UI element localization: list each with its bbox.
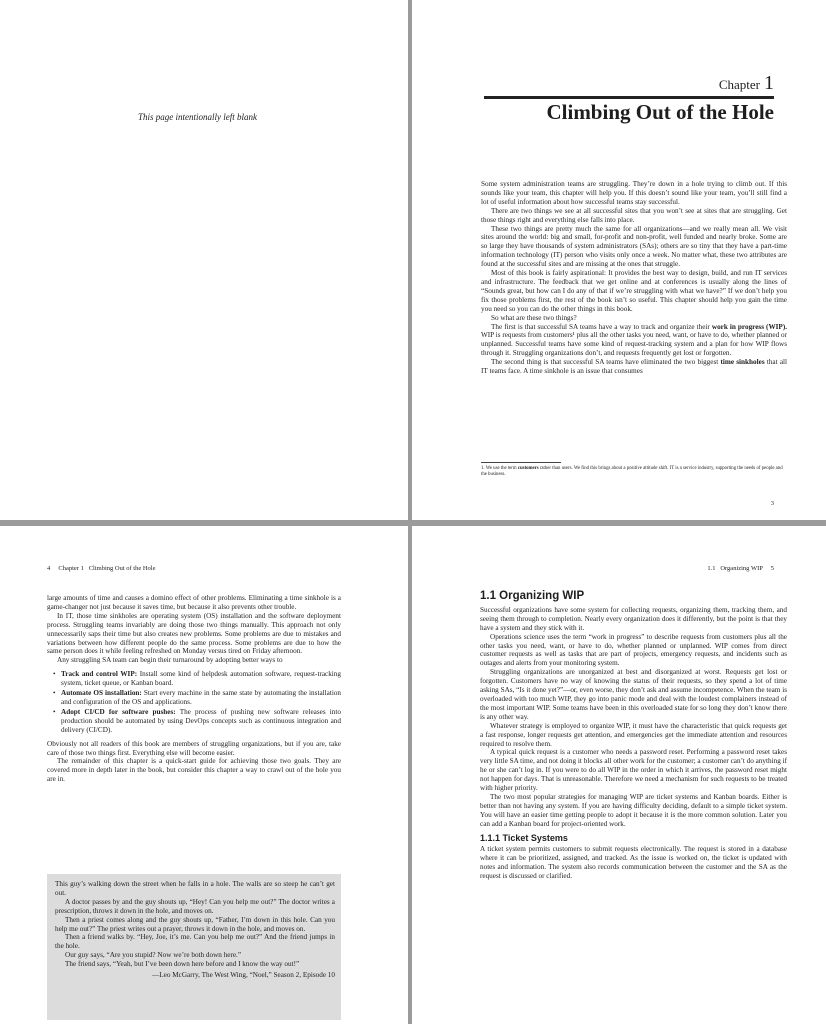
body-text <box>480 592 787 881</box>
paragraph: Struggling organizations are unorganized at best and disorganized at worst. Requests get lost or forgotten. Customers have no way of knowing the status of their requests, so they spend a lot of time asking SAs, “Is it done yet?”—or, even worse, they don’t ask and assume incompetence. When the team is overloaded with too much WIP, they go into panic mode and deal with the loudest complainers instead of the most important WIP. Some teams have been in this overloaded state for so long they don’t know there is any other way. <box>480 668 787 721</box>
page-right-top <box>412 0 826 520</box>
bullet-term: Track and control WIP: <box>61 670 138 679</box>
list-item <box>53 707 341 735</box>
paragraph: Whatever strategy is employed to organize WIP, it must have the characteristic that quick requests get a fast response, longer requests get attention, and emergencies get the immediate attention and resources required to resolve them. <box>480 721 787 748</box>
list-item <box>53 689 342 707</box>
bullet-text: Start every machine in the same state by automating the installation and configuration of the OS and applications. <box>61 689 342 706</box>
term-wip: work in progress (WIP). <box>711 322 788 331</box>
paragraph: These two things are pretty much the same for all organizations—and we really mean all. We visit sites around the world: big and small, for-profit and non-profit, well funded and nearly broke. Some are so large they have thousands of system administrators (SAs); others are so tiny that they have a part-time information technology (IT) person who visits only once a week. No matter what, these two attributes are found at the successful sites and are missing at the ones that struggle. <box>481 224 787 269</box>
chapter-rule <box>484 96 774 99</box>
paragraph: The two most popular strategies for managing WIP are ticket systems and Kanban boards. Either is better than not having any system. If you are having difficulty deciding, default to a simple ticket system. You will have an easier time getting people to adopt it because it is the more common solution. Later you can add a Kanban board for project-oriented work. <box>480 792 787 828</box>
term-time-sinkholes: time sinkholes <box>720 358 765 367</box>
paragraph: Successful organizations have some system for collecting requests, organizing them, tracking them, and seeing them through to completion. Nearly every organization does it differently, but the point is that they have a system and they stick with it. <box>480 605 787 632</box>
term-customers: customers <box>517 466 539 471</box>
list-item <box>53 670 341 688</box>
paragraph <box>481 358 787 376</box>
blank-page-note: This page intentionally left blank <box>138 112 257 122</box>
chapter-number: 1 <box>764 72 774 94</box>
paragraph: A doctor passes by and the guy shouts up, “Hey! Can you help me out?” The doctor writes a prescription, throws it down in the hole, and moves on. <box>55 897 335 915</box>
bullet-icon: • <box>53 670 56 679</box>
epigraph-box <box>47 874 341 1020</box>
page-number: 3 <box>770 500 774 507</box>
paragraph: Our guy says, “Are you stupid? Now we’re both down here.” <box>65 951 242 960</box>
body-text <box>47 594 341 784</box>
section-heading: 1.1 Organizing WIP <box>480 590 585 602</box>
footnote <box>481 466 787 478</box>
paragraph: Some system administration teams are struggling. They’re down in a hole trying to climb out. If this sounds like your team, this chapter will help you. If this doesn’t sound like your team, you’ll still find a lot of useful information about how successful teams stay successful. <box>481 180 787 206</box>
bullet-list <box>53 670 342 734</box>
paragraph: In IT, those time sinkholes are operating system (OS) installation and the software deployment process. Struggling teams invariably are doing those two things manually. This approach not only unnecessarily saps their time but also creates new problems. Some problems are due to mistakes and variations between how different people do the same process. Some problems are due to how the same person does it while feeling refreshed on Monday versus tired on Friday afternoon. <box>47 611 341 656</box>
paragraph: Then a priest comes along and the guy shouts up, “Father, I’m down in this hole. Can you help me out?” The priest writes out a prayer, throws it down in the hole, and moves on. <box>55 915 335 933</box>
chapter-label <box>719 72 774 95</box>
text-run: 1. We use the term <box>481 466 517 471</box>
bullet-icon: • <box>53 707 56 716</box>
running-head: 4 Chapter 1 Climbing Out of the Hole <box>47 565 156 572</box>
paragraph: Then a friend walks by. “Hey, Joe, it’s me. Can you help me out?” And the friend jumps in the hole. <box>55 933 335 951</box>
paragraph: This guy’s walking down the street when he falls in a hole. The walls are so steep he can’t get out. <box>55 880 335 897</box>
paragraph: There are two things we see at all successful sites that you won’t see at sites that are struggling. Get those things right and everything else falls into place. <box>481 206 787 224</box>
page-right-bottom <box>412 526 826 1024</box>
footnote-rule <box>481 462 561 463</box>
subsection-heading: 1.1.1 Ticket Systems <box>480 832 568 843</box>
chapter-title: Climbing Out of the Hole <box>546 100 774 124</box>
paragraph: So what are these two things? <box>491 313 577 322</box>
paragraph: large amounts of time and causes a domino effect of other problems. Eliminating a time sinkhole is a game-changer not just because it saves time, but because it also prevents other trouble. <box>47 594 341 611</box>
text-run: that all IT teams face. A time sinkhole is an issue that consumes <box>481 358 788 376</box>
paragraph: The friend says, “Yeah, but I’ve been down here before and I know the way out!” <box>65 960 300 969</box>
bullet-text: The process of pushing new software releases into production should be automated by using DevOps concepts such as continuous integration and delivery (CI/CD). <box>61 707 341 734</box>
bullet-icon: • <box>53 689 56 698</box>
bullet-text: Install some kind of helpdesk automation software, request-tracking system, ticket queue, or Kanban board. <box>61 670 341 688</box>
text-run: WIP is requests from customers¹ plus all the other tasks you need, want, or have to do, whether planned or unplanned. Successful teams have some kind of request-tracking system and a plan for how WIP flows through it. Struggling organizations don’t, and requests frequently get lost or forgotten. <box>481 331 787 358</box>
text-run: rather than users. We find this brings about a positive attitude shift. IT is a service industry, supporting the needs of people and the business. <box>481 466 783 477</box>
paragraph: Operations science uses the term “work in progress” to describe requests from customers plus all the other tasks you need, want, or have to do, whether planned or unplanned. WIP comes from direct customer requests as well as tasks that are part of projects, emergency requests, and incidents such as outages and alerts from your monitoring system. <box>480 632 787 668</box>
bullet-term: Automate OS installation: <box>61 689 142 698</box>
page-left-top <box>0 0 408 520</box>
bullet-term: Adopt CI/CD for software pushes: <box>61 707 176 716</box>
epigraph-text <box>55 880 335 980</box>
paragraph: A ticket system permits customers to submit requests electronically. The request is stored in a database where it can be prioritized, assigned, and tracked. As the issue is worked on, the ticket is updated with notes and information. The system also records communication between the customer and the SA as the request is discussed or clarified. <box>480 845 787 881</box>
paragraph: Obviously not all readers of this book are members of struggling organizations, but if you are, take care of those two things first. Everything else will become easier. <box>47 739 341 757</box>
chapter-label-word: Chapter <box>718 77 760 92</box>
text-run: The second thing is that successful SA teams have eliminated the two biggest <box>491 358 719 367</box>
text-run: The first is that successful SA teams have a way to track and organize their <box>491 322 710 331</box>
epigraph-attribution: —Leo McGarry, The West Wing, “Noel,” Season 2, Episode 10 <box>152 971 335 980</box>
paragraph: The remainder of this chapter is a quick-start guide for achieving those two goals. They are covered more in depth later in the book, but consider this chapter a way to crawl out of the hole you are in. <box>47 757 341 784</box>
body-text <box>481 180 787 376</box>
paragraph: Most of this book is fairly aspirational: It provides the best way to design, build, and run IT services and infrastructure. The feedback that we get online and at conferences is usually along the lines of “Sounds great, but how can I do any of that if we’re struggling with what we have?” If we don’t help you fix those problems first, the rest of the book isn’t so useful. This chapter should help you gain the time you need so you can do the other things in this book. <box>481 269 787 313</box>
paragraph: Any struggling SA team can begin their turnaround by adopting better ways to <box>57 656 283 665</box>
paragraph <box>481 323 787 359</box>
running-head: 1.1 Organizing WIP 5 <box>707 565 774 572</box>
paragraph: A typical quick request is a customer who needs a password reset. Performing a password reset takes very little SA time, and not doing it blocks all other work for the customer; a customer can’t do anything if he or she can’t log in. If you were to do all WIP in the order in which it arrives, the password reset might not happen for days. That is unreasonable. Therefore we need a mechanism for such requests to be treated with higher priority. <box>480 748 787 793</box>
